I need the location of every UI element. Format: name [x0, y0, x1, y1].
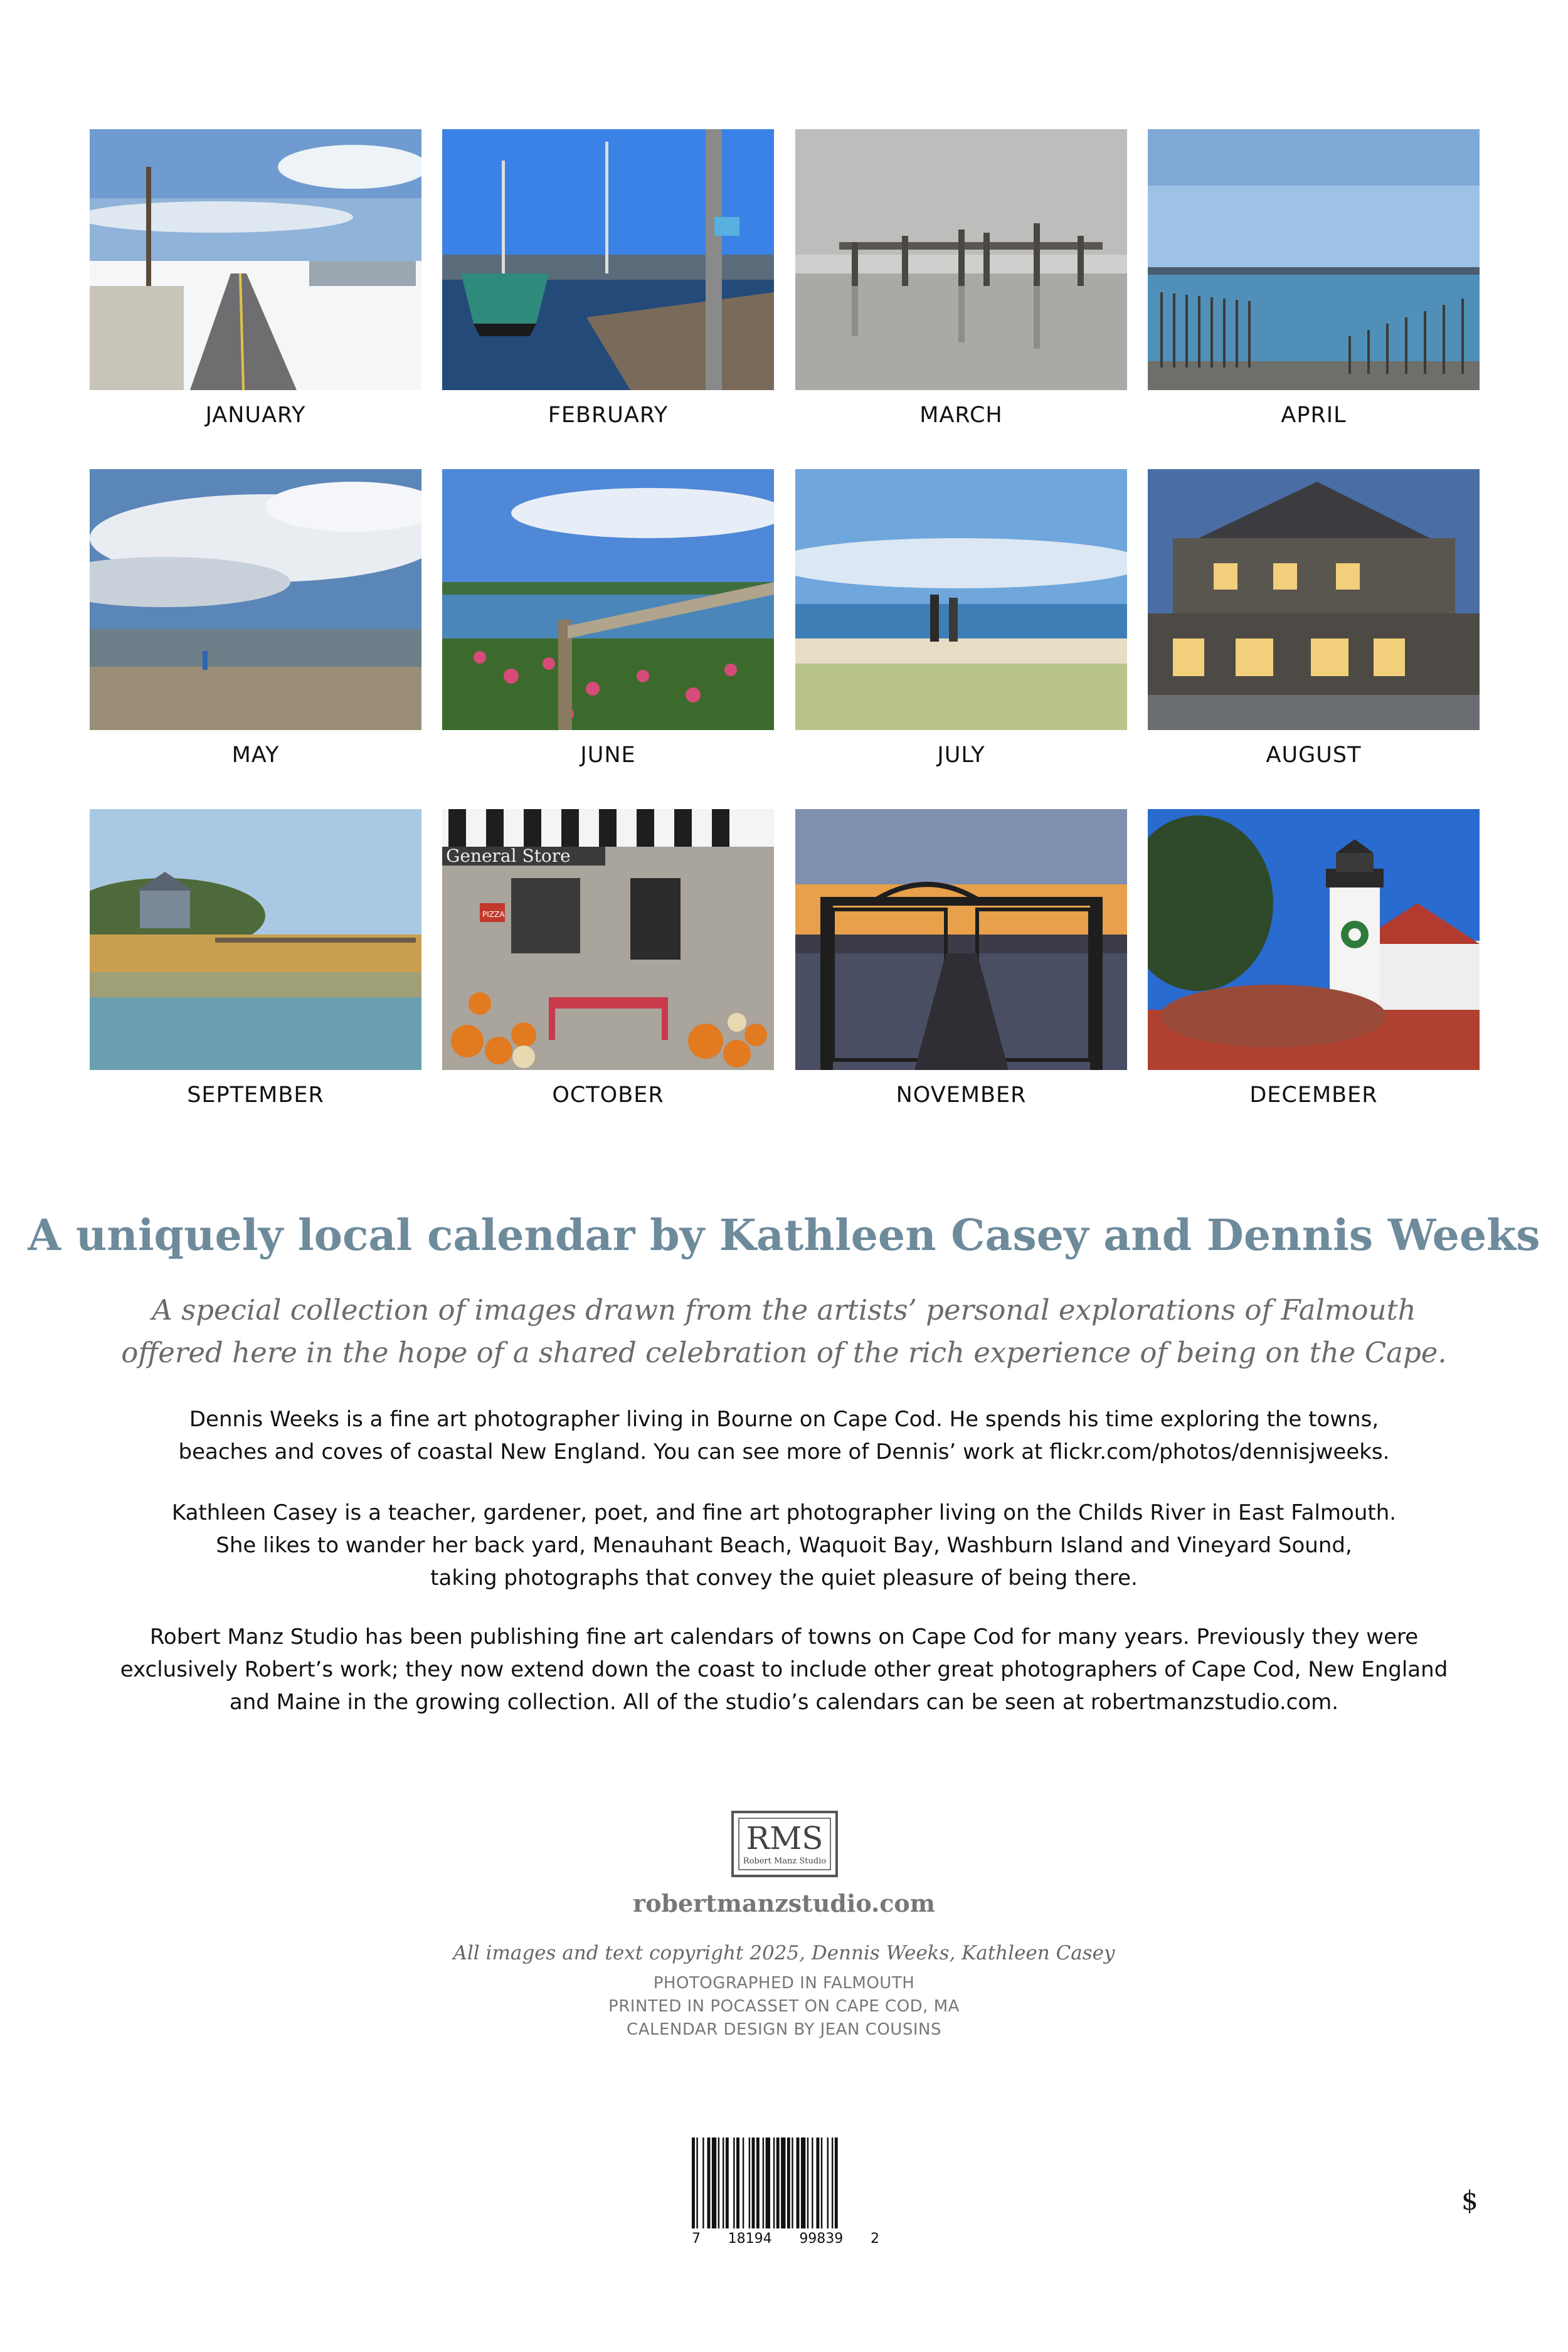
barcode-digit-group: 18194	[728, 2231, 772, 2247]
grid-row-3	[90, 809, 1478, 1149]
month-label-june: JUNE	[580, 743, 636, 768]
bio-line: Dennis Weeks is a fine art photographer living in Bourne on Cape Cod. He spends his time exploring the towns,	[189, 1407, 1379, 1432]
month-label-november: NOVEMBER	[896, 1083, 1027, 1108]
month-card-july	[795, 469, 1127, 768]
barcode-bar	[816, 2137, 819, 2228]
subtitle-line: offered here in the hope of a shared celebration of the rich experience of being on the Cape.	[121, 1336, 1447, 1369]
barcode-bar	[832, 2137, 833, 2228]
month-label-september: SEPTEMBER	[187, 1083, 324, 1108]
credit-line: PRINTED IN POCASSET ON CAPE COD, MA	[608, 1997, 960, 2016]
barcode-bar	[797, 2137, 800, 2228]
barcode-digit-group: 2	[870, 2231, 879, 2247]
barcode-bar	[743, 2137, 744, 2228]
headline: A uniquely local calendar by Kathleen Casey and Dennis Weeks	[28, 1210, 1540, 1261]
barcode-bar	[812, 2137, 813, 2228]
barcode-digit-group: 7	[692, 2231, 701, 2247]
bio-line: taking photographs that convey the quiet pleasure of being there.	[430, 1565, 1138, 1591]
barcode-bar	[752, 2137, 755, 2228]
about-line: exclusively Robert’s work; they now extend down the coast to include other great photographers of Cape Cod, New England	[120, 1657, 1448, 1682]
barcode-bar	[827, 2137, 829, 2228]
grid-row-1	[90, 129, 1478, 469]
subtitle	[0, 1289, 1568, 1374]
december-photo	[1148, 809, 1480, 1070]
barcode-bar	[718, 2137, 719, 2228]
february-photo	[442, 129, 774, 390]
bio-line: Kathleen Casey is a teacher, gardener, poet, and fine art photographer living on the Childs River in East Falmouth.	[171, 1500, 1397, 1525]
march-photo	[795, 129, 1127, 390]
july-photo	[795, 469, 1127, 730]
bio-line: She likes to wander her back yard, Menauhant Beach, Waquoit Bay, Washburn Island and Vineyard Sound,	[216, 1533, 1352, 1558]
month-card-september	[90, 809, 421, 1108]
month-card-august	[1148, 469, 1480, 768]
barcode-bar	[807, 2137, 808, 2228]
month-label-april: APRIL	[1281, 403, 1347, 428]
barcode-bar	[707, 2137, 711, 2228]
june-photo	[442, 469, 774, 730]
general-store-sign: General Store	[446, 845, 571, 866]
month-card-february	[442, 129, 774, 428]
month-card-november	[795, 809, 1127, 1108]
credit-line: CALENDAR DESIGN BY JEAN COUSINS	[627, 2020, 941, 2039]
may-photo	[90, 469, 421, 730]
month-label-august: AUGUST	[1266, 743, 1362, 768]
barcode-bar	[696, 2137, 697, 2228]
barcode-bar	[712, 2137, 716, 2228]
month-label-march: MARCH	[919, 403, 1003, 428]
subtitle-line: A special collection of images drawn from the artists’ personal explorations of Falmouth	[152, 1293, 1416, 1327]
month-photo-grid	[90, 129, 1478, 1149]
studio-about	[94, 1621, 1474, 1719]
barcode-bar	[723, 2137, 724, 2228]
about-line: Robert Manz Studio has been publishing fine art calendars of towns on Cape Cod for many years. Previously they were	[149, 1624, 1419, 1650]
barcode-bar	[756, 2137, 760, 2228]
month-card-march	[795, 129, 1127, 428]
credit-line: PHOTOGRAPHED IN FALMOUTH	[653, 1974, 915, 1993]
barcode-bar	[763, 2137, 764, 2228]
barcode-bar	[749, 2137, 750, 2228]
barcode-bar	[736, 2137, 739, 2228]
about-line: and Maine in the growing collection. All of the studio’s calendars can be seen at robertmanzstudio.com.	[229, 1690, 1339, 1715]
barcode-bar	[776, 2137, 780, 2228]
barcode-bar	[781, 2137, 785, 2228]
month-card-may	[90, 469, 421, 768]
barcode-digit-group: 99839	[799, 2231, 844, 2247]
barcode-bar	[692, 2137, 695, 2228]
price-label: $	[1461, 2185, 1478, 2216]
logo-letters: RMS	[746, 1820, 824, 1857]
month-card-january	[90, 129, 421, 428]
month-label-february: FEBRUARY	[548, 403, 669, 428]
november-photo	[795, 809, 1127, 1070]
barcode-bar	[726, 2137, 729, 2228]
october-photo	[442, 809, 774, 1070]
april-photo	[1148, 129, 1480, 390]
month-card-december	[1148, 809, 1480, 1108]
month-card-april	[1148, 129, 1480, 428]
barcode-bars	[687, 2137, 884, 2228]
barcode-bar	[733, 2137, 734, 2228]
month-label-december: DECEMBER	[1249, 1083, 1378, 1108]
kathleen-bio	[94, 1496, 1474, 1594]
logo-subtitle: Robert Manz Studio	[743, 1857, 827, 1866]
month-label-july: JULY	[937, 743, 985, 768]
barcode-bar	[801, 2137, 805, 2228]
august-photo	[1148, 469, 1480, 730]
september-photo	[90, 809, 421, 1070]
grid-row-2	[90, 469, 1478, 809]
copyright-notice: All images and text copyright 2025, Dennis Weeks, Kathleen Casey	[453, 1942, 1115, 1964]
barcode	[687, 2137, 884, 2250]
barcode-bar	[766, 2137, 770, 2228]
month-card-june	[442, 469, 774, 768]
month-card-october	[442, 809, 774, 1108]
bio-line: beaches and coves of coastal New England. You can see more of Dennis’ work at flickr.com/photos/dennisjweeks.	[178, 1439, 1390, 1465]
month-label-october: OCTOBER	[552, 1083, 664, 1108]
barcode-bar	[787, 2137, 790, 2228]
barcode-bar	[773, 2137, 775, 2228]
barcode-bar	[702, 2137, 704, 2228]
january-photo	[90, 129, 421, 390]
barcode-bar	[835, 2137, 838, 2228]
month-label-may: MAY	[231, 743, 280, 768]
month-label-january: JANUARY	[205, 403, 306, 428]
barcode-bar	[821, 2137, 822, 2228]
website-link[interactable]: robertmanzstudio.com	[633, 1889, 935, 1917]
rms-logo	[731, 1811, 838, 1877]
barcode-digits	[687, 2231, 884, 2247]
dennis-bio	[94, 1403, 1474, 1468]
barcode-bar	[792, 2137, 793, 2228]
pizza-sign: PIZZA	[482, 910, 505, 919]
